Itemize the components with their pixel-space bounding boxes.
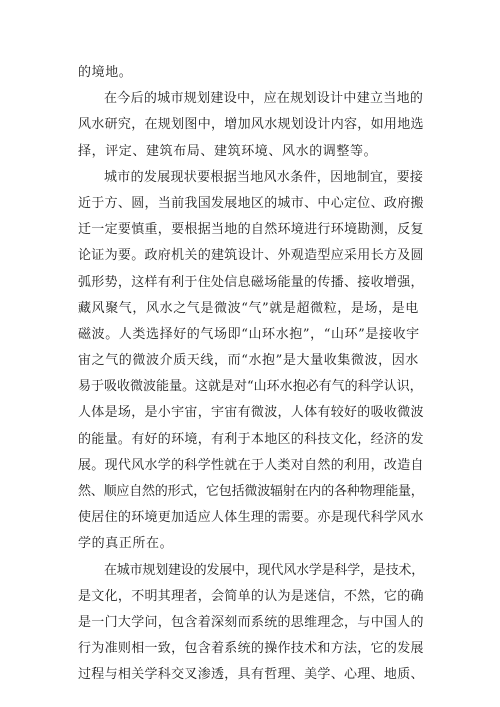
text-line: 迁一定要慎重，要根据当地的自然环境进行环境勘测，反复 [78,222,424,238]
text-line: 然、顺应自然的形式，它包括微波辐射在内的各种物理能量， [78,484,424,499]
text-line: 藏风聚气，风水之气是微波“气”就是超微粒，是场，是电 [78,300,419,316]
text-line: 使居住的环境更加适应人体生理的需要。亦是现代科学风水 [78,510,424,526]
text-line: 在城市规划建设的发展中，现代风水学是科学，是技术， [104,562,425,578]
text-line: 行为准则相一致，包含着系统的操作技术和方法，它的发展 [78,641,424,657]
body-text [78,60,424,689]
text-line: 易于吸收微波能量。这就是对“山环水抱必有气的科学认识， [78,379,423,395]
text-line: 宙之气的微波介质天线，而“水抱”是大量收集微波，因水 [78,353,419,369]
text-line: 近于方、圆，当前我国发展地区的城市、中心定位、政府搬 [78,195,424,211]
text-line: 论证为要。政府机关的建筑设计、外观造型应采用长方及圆 [78,248,424,264]
text-line: 在今后的城市规划建设中，应在规划设计中建立当地的 [104,91,424,107]
text-line: 磁波。人类选择好的气场即“山环水抱”，“山环”是接收宇 [78,326,420,342]
text-line: 的境地。 [78,65,133,80]
text-line: 择，评定、建筑布局、建筑环境、风水的调整等。 [78,143,378,159]
text-line: 弧形势，这样有利于住处信息磁场能量的传播、接收增强， [78,274,424,290]
text-line: 学的真正所在。 [78,536,174,552]
text-line: 风水研究，在规划图中，增加风水规划设计内容，如用地选 [78,117,424,133]
text-line: 是一门大学问，包含着深刻而系统的思维理念，与中国人的 [78,614,424,630]
text-line: 展。现代风水学的科学性就在于人类对自然的利用，改造自 [78,457,424,473]
text-line: 人体是场，是小宇宙，宇宙有微波，人体有较好的吸收微波 [78,405,424,421]
text-line: 城市的发展现状要根据当地风水条件，因地制宜，要接 [104,169,424,185]
text-line: 的能量。有好的环境，有利于本地区的科技文化，经济的发 [78,431,424,447]
text-line: 过程与相关学科交叉渗透，具有哲理、美学、心理、地质、 [78,667,424,683]
text-line: 是文化，不明其理者，会简单的认为是迷信，不然，它的确 [78,588,424,604]
